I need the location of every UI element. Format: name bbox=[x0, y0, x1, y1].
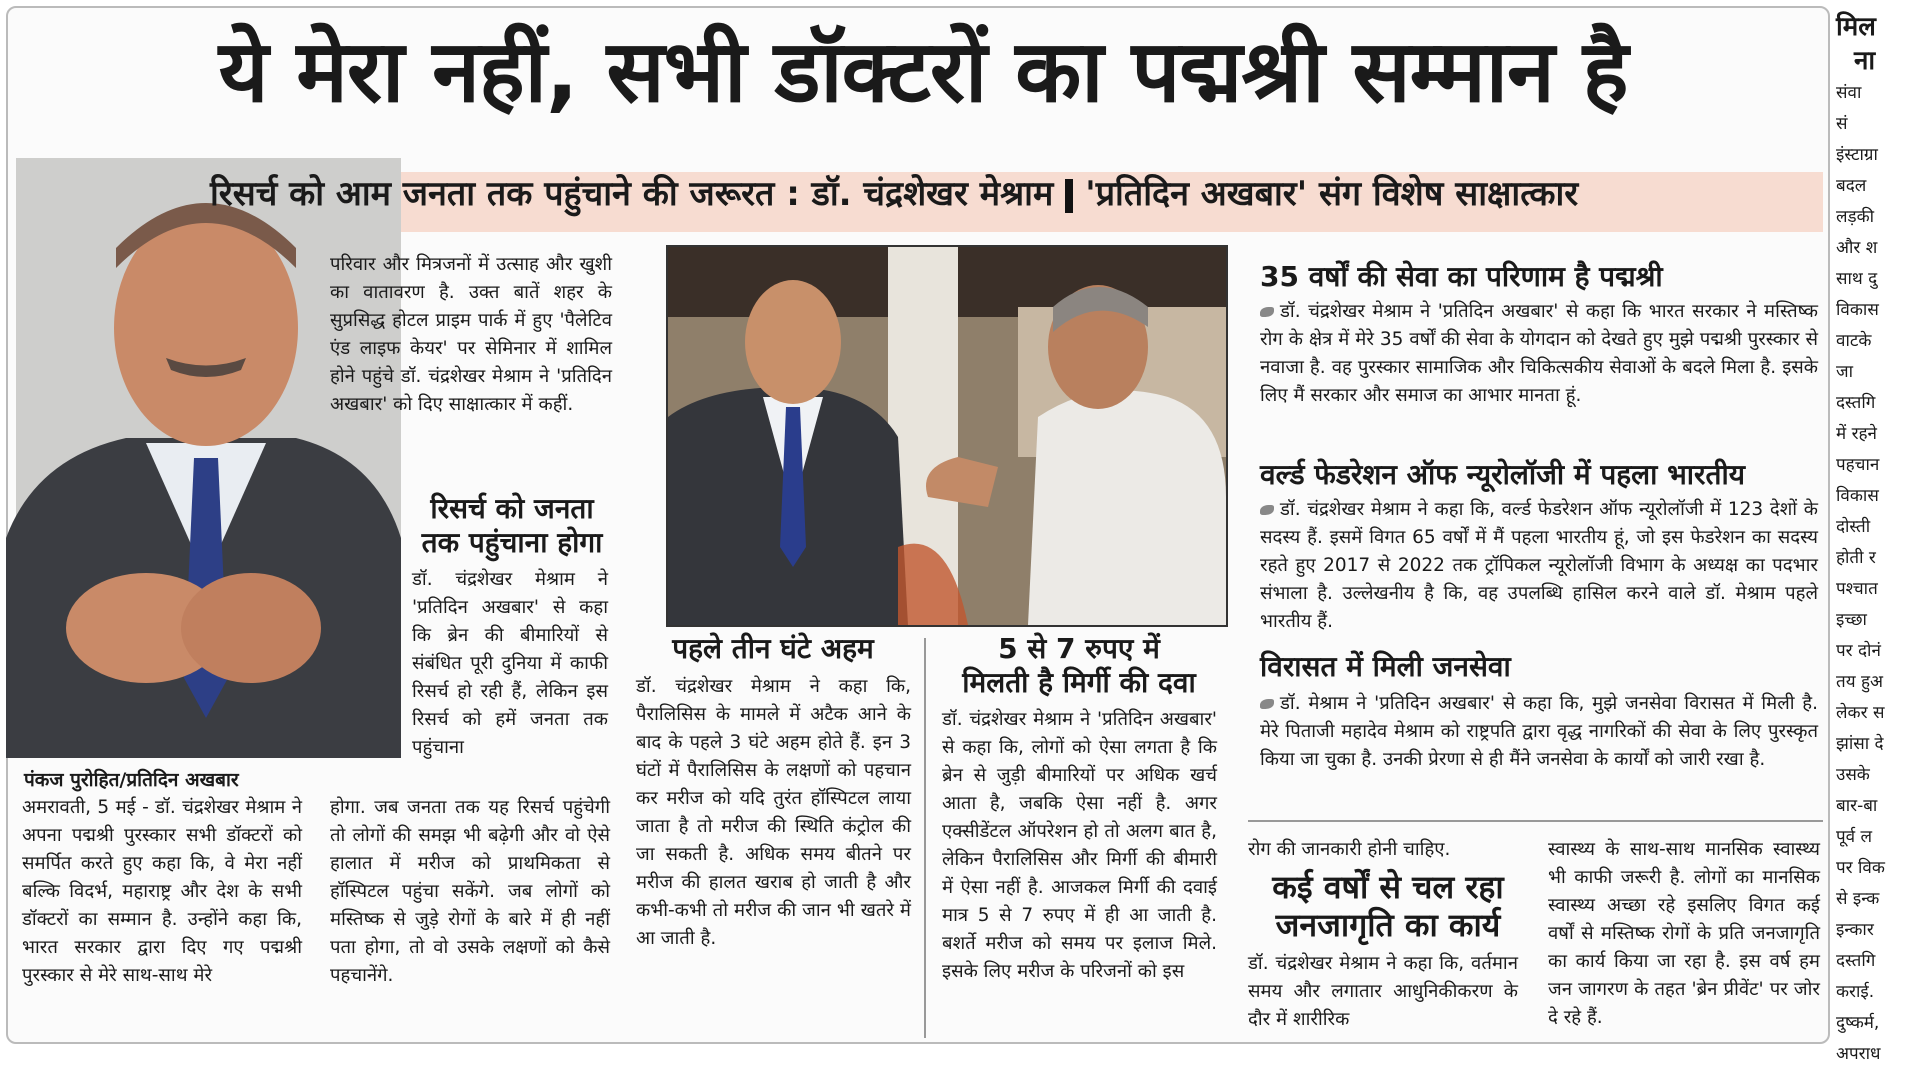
research-heading-2: तक पहुंचाना होगा bbox=[421, 526, 603, 559]
first-hours-heading: पहले तीन घंटे अहम bbox=[672, 632, 874, 665]
awareness-heading-2: जनजागृति का कार्य bbox=[1275, 906, 1501, 944]
years-body: डॉ. चंद्रशेखर मेश्राम ने 'प्रतिदिन अखबार' से कहा कि भारत सरकार ने मस्तिष्क रोग के क्षेत्र में मेरे 35 वर्षों की सेवा के योगदान को देखते हुए मुझे पद्मश्री पुरस्कार से नवाजा है. वह पुरस्कार सामाजिक और चिकित्सकीय सेवाओं के बदले मिला है. इसके लिए मैं सरकार और समाज का आभार मानता हूं. bbox=[1260, 301, 1818, 406]
adjacent-text-line: पर दोनं bbox=[1836, 641, 1881, 661]
adjacent-text-line: साथ दु bbox=[1836, 269, 1878, 289]
photo-caption: पंकज पुरोहित/प्रतिदिन अखबार bbox=[24, 769, 239, 791]
adjacent-text-line: विकास bbox=[1836, 486, 1879, 506]
research-body-top: डॉ. चंद्रशेखर मेश्राम ने 'प्रतिदिन अखबार' से कहा कि ब्रेन की बीमारियों से संबंधित पूरी दुनिया में काफी रिसर्च हो रही हैं, लेकिन इस रिसर्च को हमें जनता तक पहुंचाना bbox=[412, 569, 608, 758]
subheadline-right: 'प्रतिदिन अखबार' संग विशेष साक्षात्कार bbox=[1085, 174, 1579, 214]
awareness-heading-1: कई वर्षों से चल रहा bbox=[1272, 868, 1504, 906]
adjacent-text-line: दुष्कर्म, bbox=[1836, 1013, 1880, 1033]
adjacent-text-lines bbox=[1836, 78, 1919, 1070]
subheadline bbox=[210, 170, 1578, 218]
adjacent-text-line: होती र bbox=[1836, 548, 1876, 568]
section-divider bbox=[1248, 820, 1823, 822]
adjacent-text-line: दस्तगि bbox=[1836, 393, 1876, 413]
adjacent-text-line: बदल bbox=[1836, 176, 1867, 196]
adjacent-text-line: उसके bbox=[1836, 765, 1870, 785]
adjacent-heading-2: ना bbox=[1854, 46, 1876, 76]
separator-bar bbox=[1065, 179, 1073, 213]
adjacent-text-line: पश्चात bbox=[1836, 579, 1878, 599]
adjacent-text-line: दोस्ती bbox=[1836, 517, 1871, 537]
awareness-body: डॉ. चंद्रशेखर मेश्राम ने कहा कि, वर्तमान समय और लगातार आधुनिकीकरण के दौर में शारीरिक bbox=[1248, 953, 1518, 1030]
research-body-bottom: होगा. जब जनता तक यह रिसर्च पहुंचेगी तो लोगों की समझ भी बढ़ेगी और वो ऐसे हालात में मरीज को प्राथमिकता से हॉस्पिटल पहुंचा सकेंगे. जब लोगों को मस्तिष्क से जुड़े रोगों के बारे में ही नहीं पता होगा, तो वो उसके लक्षणों को कैसे पहचानेंगे. bbox=[330, 797, 610, 986]
subheadline-left: रिसर्च को आम जनता तक पहुंचाने की जरूरत : डॉ. चंद्रशेखर मेश्राम bbox=[210, 174, 1054, 214]
adjacent-text-line: अपराध bbox=[1836, 1044, 1881, 1064]
research-heading-1: रिसर्च को जनता bbox=[430, 492, 594, 525]
adjacent-text-line: पूर्व ल bbox=[1836, 827, 1873, 847]
adjacent-text-line: दस्तगि bbox=[1836, 951, 1876, 971]
portrait-photo bbox=[16, 158, 401, 758]
adjacent-text-line: पहचान bbox=[1836, 455, 1880, 475]
years-heading: 35 वर्षों की सेवा का परिणाम है पद्मश्री bbox=[1260, 260, 1663, 293]
dateline-paragraph: अमरावती, 5 मई - डॉ. चंद्रशेखर मेश्राम ने अपना पद्मश्री पुरस्कार सभी डॉक्टरों को समर्पित करते हुए कहा कि, वे मेरा नहीं बल्कि विदर्भ, महाराष्ट्र और देश के सभी डॉक्टरों का सम्मान है. उन्होंने कहा कि, भारत सरकार द्वारा दिए गए पद्मश्री पुरस्कार से मेरे साथ-साथ मेरे bbox=[22, 797, 302, 986]
medicine-body: डॉ. चंद्रशेखर मेश्राम ने 'प्रतिदिन अखबार' से कहा कि, लोगों को ऐसा लगता है कि ब्रेन से जुड़ी बीमारियों पर अधिक खर्च आता है, जबकि ऐसा नहीं है. अगर एक्सीडेंटल ऑपरेशन हो तो अलग बात है, लेकिन पैरालिसिस और मिर्गी की बीमारी में ऐसा नहीं है. आजकल मिर्गी की दवाई मात्र 5 से 7 रुपए में ही आ जाती है. बशर्ते मरीज को समय पर इलाज मिले. इसके लिए मरीज के परिजनों को इस bbox=[942, 709, 1217, 982]
federation-heading: वर्ल्ड फेडरेशन ऑफ न्यूरोलॉजी में पहला भारतीय bbox=[1260, 458, 1745, 491]
adjacent-text-line: तय हुअ bbox=[1836, 672, 1883, 692]
interview-photo bbox=[666, 245, 1228, 627]
adjacent-text-line: में रहने bbox=[1836, 424, 1877, 444]
first-hours-body: डॉ. चंद्रशेखर मेश्राम ने कहा कि, पैरालिसिस के मामले में अटैक आने के बाद के पहले 3 घंटे अहम होते हैं. इन 3 घंटों में पैरालिसिस के लक्षणों को पहचान कर मरीज को यदि तुरंत हॉस्पिटल लाया जाता है तो मरीज की स्थिति कंट्रोल की जा सकती है. अधिक समय बीतने पर मरीज की हालत खराब हो जाती है और कभी-कभी तो मरीज की जान भी खतरे में आ जाती है. bbox=[636, 676, 911, 949]
intro-paragraph: परिवार और मित्रजनों में उत्साह और खुशी का वातावरण है. उक्त बातें शहर के सुप्रसिद्ध होटल प्राइम पार्क में हुए 'पैलेटिव एंड लाइफ केयर' पर सेमिनार में शामिल होने पहुंचे डॉ. चंद्रशेखर मेश्राम ने 'प्रतिदिन अखबार' को दिए साक्षात्कार में कहीं. bbox=[330, 254, 612, 415]
column-divider bbox=[924, 638, 926, 1038]
adjacent-text-line: पर विक bbox=[1836, 858, 1885, 878]
adjacent-article-column bbox=[1836, 0, 1919, 1064]
adjacent-text-line: लेकर स bbox=[1836, 703, 1885, 723]
adjacent-text-line: विकास bbox=[1836, 300, 1879, 320]
medicine-heading-1: 5 से 7 रुपए में bbox=[998, 632, 1160, 665]
adjacent-text-line: इच्छा bbox=[1836, 610, 1867, 630]
adjacent-text-line: झांसा दे bbox=[1836, 734, 1884, 754]
adjacent-text-line: और श bbox=[1836, 238, 1878, 258]
awareness-lead: रोग की जानकारी होनी चाहिए. bbox=[1248, 839, 1451, 860]
heritage-body: डॉ. मेश्राम ने 'प्रतिदिन अखबार' से कहा कि, मुझे जनसेवा विरासत में मिली है. मेरे पिताजी महादेव मेश्राम को राष्ट्रपति द्वारा वृद्ध नागरिकों की सेवा के लिए पुरस्कृत किया जा चुका है. उनकी प्रेरणा से ही मैंने जनसेवा के कार्यों को जारी रखा है. bbox=[1260, 693, 1818, 770]
adjacent-heading-1: मिल bbox=[1836, 12, 1876, 42]
adjacent-text-line: इन्कार bbox=[1836, 920, 1874, 940]
headline: ये मेरा नहीं, सभी डॉक्टरों का पद्मश्री सम्मान है bbox=[218, 22, 1628, 122]
heritage-heading: विरासत में मिली जनसेवा bbox=[1260, 650, 1511, 683]
adjacent-text-line: से इन्क bbox=[1836, 889, 1880, 909]
pin-icon bbox=[1260, 505, 1274, 515]
adjacent-text-line: संवा bbox=[1836, 83, 1862, 103]
adjacent-text-line: इंस्टाग्रा bbox=[1836, 145, 1878, 165]
adjacent-text-line: जा bbox=[1836, 362, 1854, 382]
pin-icon bbox=[1260, 699, 1274, 709]
medicine-heading-2: मिलती है मिर्गी की दवा bbox=[962, 666, 1196, 699]
adjacent-text-line: वाटके bbox=[1836, 331, 1872, 351]
awareness-body-right: स्वास्थ्य के साथ-साथ मानसिक स्वास्थ्य भी काफी जरूरी है. लोगों का मानसिक स्वास्थ्य अच्छा रहे इसलिए विगत कई वर्षों से मस्तिष्क रोगों के प्रति जनजागृति का कार्य किया जा रहा है. इस वर्ष हम जन जागरण के तहत 'ब्रेन प्रीवेंट' पर जोर दे रहे हैं. bbox=[1548, 839, 1820, 1028]
pin-icon bbox=[1260, 307, 1274, 317]
adjacent-text-line: लड़की bbox=[1836, 207, 1875, 227]
newspaper-page bbox=[6, 6, 1830, 1044]
federation-body: डॉ. चंद्रशेखर मेश्राम ने कहा कि, वर्ल्ड फेडरेशन ऑफ न्यूरोलॉजी में 123 देशों के सदस्य हैं. इसमें विगत 65 वर्षों में मैं पहला भारतीय हूं, जो इस फेडरेशन का सदस्य रहते हुए 2017 से 2022 तक ट्रॉपिकल न्यूरोलॉजी विभाग के अध्यक्ष का पदभार संभाला है. उल्लेखनीय है कि, वह उपलब्धि हासिल करने वाले डॉ. मेश्राम पहले भारतीय हैं. bbox=[1260, 499, 1818, 632]
adjacent-text-line: बार-बा bbox=[1836, 796, 1878, 816]
adjacent-text-line: सं bbox=[1836, 114, 1848, 134]
adjacent-text-line: कराई. bbox=[1836, 982, 1875, 1002]
